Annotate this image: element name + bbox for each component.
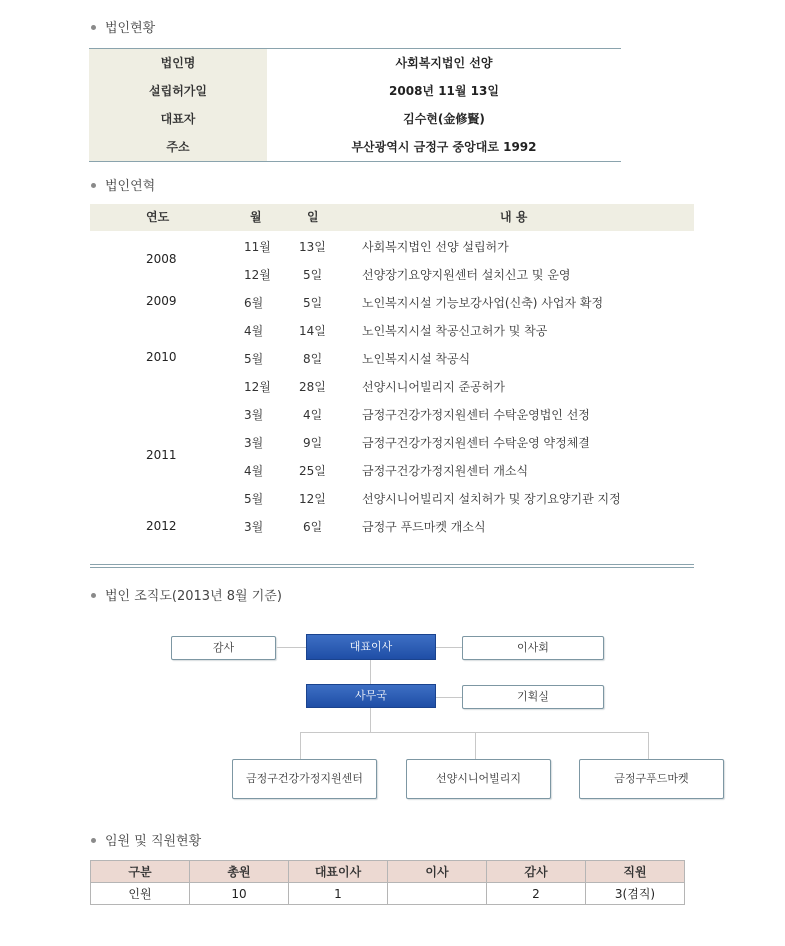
corp-info-value: 2008년 11월 13일 <box>389 84 499 98</box>
org-unit-family-center: 금정구건강가정지원센터 <box>232 759 377 799</box>
history-month: 12월 <box>244 380 271 394</box>
history-year: 2012 <box>146 519 177 533</box>
bullet-icon <box>91 183 96 188</box>
staff-header-cell: 직원 <box>586 861 685 883</box>
history-content: 노인복지시설 착공신고허가 및 착공 <box>362 324 548 338</box>
history-day: 6일 <box>303 520 323 534</box>
history-content: 선양장기요양지원센터 설치신고 및 운영 <box>362 268 571 282</box>
connector-line <box>436 697 462 698</box>
connector-line <box>370 708 371 732</box>
history-day: 9일 <box>303 436 323 450</box>
history-day: 25일 <box>299 464 326 478</box>
history-month: 11월 <box>244 240 271 254</box>
history-heading: 법인연혁 <box>91 175 155 194</box>
history-content: 사회복지법인 선양 설립허가 <box>362 240 509 254</box>
staff-header-cell: 총원 <box>190 861 289 883</box>
bullet-icon <box>91 593 96 598</box>
connector-line <box>648 732 649 759</box>
staff-cell <box>388 883 487 905</box>
connector-line <box>370 660 371 684</box>
history-header-month: 월 <box>250 210 262 224</box>
history-year: 2009 <box>146 294 177 308</box>
history-month: 3월 <box>244 520 264 534</box>
staff-header-cell: 구분 <box>91 861 190 883</box>
history-header-year: 연도 <box>146 210 170 224</box>
history-day: 5일 <box>303 296 323 310</box>
staff-cell: 인원 <box>91 883 190 905</box>
history-day: 12일 <box>299 492 326 506</box>
corp-status-heading: 법인현황 <box>91 17 155 36</box>
org-board: 이사회 <box>462 636 604 660</box>
corp-info-label: 대표자 <box>89 105 267 133</box>
staff-cell: 2 <box>487 883 586 905</box>
history-year: 2008 <box>146 252 177 266</box>
corp-info-value: 부산광역시 금정구 중앙대로 1992 <box>351 140 537 154</box>
history-content: 금정구건강가정지원센터 수탁운영 약정체결 <box>362 436 590 450</box>
staff-header-cell: 대표이사 <box>289 861 388 883</box>
history-content: 노인복지시설 기능보강사업(신축) 사업자 확정 <box>362 296 604 310</box>
org-unit-senior-village: 선양시니어빌리지 <box>406 759 551 799</box>
staff-cell: 3(겸직) <box>586 883 685 905</box>
corp-info-label: 주소 <box>89 133 267 161</box>
staff-data-row <box>91 883 685 905</box>
history-month: 6월 <box>244 296 264 310</box>
staff-header-cell: 감사 <box>487 861 586 883</box>
corp-info-label: 법인명 <box>89 49 267 77</box>
history-day: 14일 <box>299 324 326 338</box>
history-day: 8일 <box>303 352 323 366</box>
history-content: 선양시니어빌리지 설치허가 및 장기요양기관 지정 <box>362 492 621 506</box>
history-day: 4일 <box>303 408 323 422</box>
history-month: 12월 <box>244 268 271 282</box>
org-unit-food-market: 금정구푸드마켓 <box>579 759 724 799</box>
corp-info-row <box>89 105 621 133</box>
history-content: 금정구건강가정지원센터 개소식 <box>362 464 529 478</box>
history-month: 5월 <box>244 492 264 506</box>
history-header-day: 일 <box>307 210 319 224</box>
staff-header-cell: 이사 <box>388 861 487 883</box>
staff-heading: 임원 및 직원현황 <box>91 830 201 849</box>
history-month: 4월 <box>244 324 264 338</box>
bullet-icon <box>91 25 96 30</box>
staff-table <box>90 860 685 905</box>
history-year: 2011 <box>146 448 177 462</box>
history-bottom-border <box>90 567 694 568</box>
org-auditor: 감사 <box>171 636 276 660</box>
corp-info-row <box>89 49 621 77</box>
history-month: 5월 <box>244 352 264 366</box>
corp-info-row <box>89 133 621 161</box>
org-planning: 기획실 <box>462 685 604 709</box>
org-ceo: 대표이사 <box>306 634 436 660</box>
history-content: 노인복지시설 착공식 <box>362 352 471 366</box>
staff-cell: 1 <box>289 883 388 905</box>
org-chart-heading: 법인 조직도(2013년 8월 기준) <box>91 585 282 604</box>
history-month: 3월 <box>244 436 264 450</box>
corp-info-table <box>89 48 621 162</box>
connector-line <box>475 732 476 759</box>
bullet-icon <box>91 838 96 843</box>
history-header-content: 내 용 <box>500 210 528 224</box>
org-office: 사무국 <box>306 684 436 708</box>
corp-info-value: 김수현(金修賢) <box>403 112 485 126</box>
corp-info-value: 사회복지법인 선양 <box>395 56 493 70</box>
history-month: 3월 <box>244 408 264 422</box>
corp-info-row <box>89 77 621 105</box>
history-bottom-border <box>90 564 694 565</box>
history-content: 선양시니어빌리지 준공허가 <box>362 380 505 394</box>
history-year: 2010 <box>146 350 177 364</box>
staff-cell: 10 <box>190 883 289 905</box>
history-header <box>90 204 694 231</box>
staff-header-row <box>91 861 685 883</box>
corp-info-label: 설립허가일 <box>89 77 267 105</box>
history-month: 4월 <box>244 464 264 478</box>
history-day: 5일 <box>303 268 323 282</box>
history-content: 금정구 푸드마켓 개소식 <box>362 520 486 534</box>
history-day: 28일 <box>299 380 326 394</box>
connector-line <box>300 732 301 759</box>
history-content: 금정구건강가정지원센터 수탁운영법인 선정 <box>362 408 590 422</box>
history-day: 13일 <box>299 240 326 254</box>
